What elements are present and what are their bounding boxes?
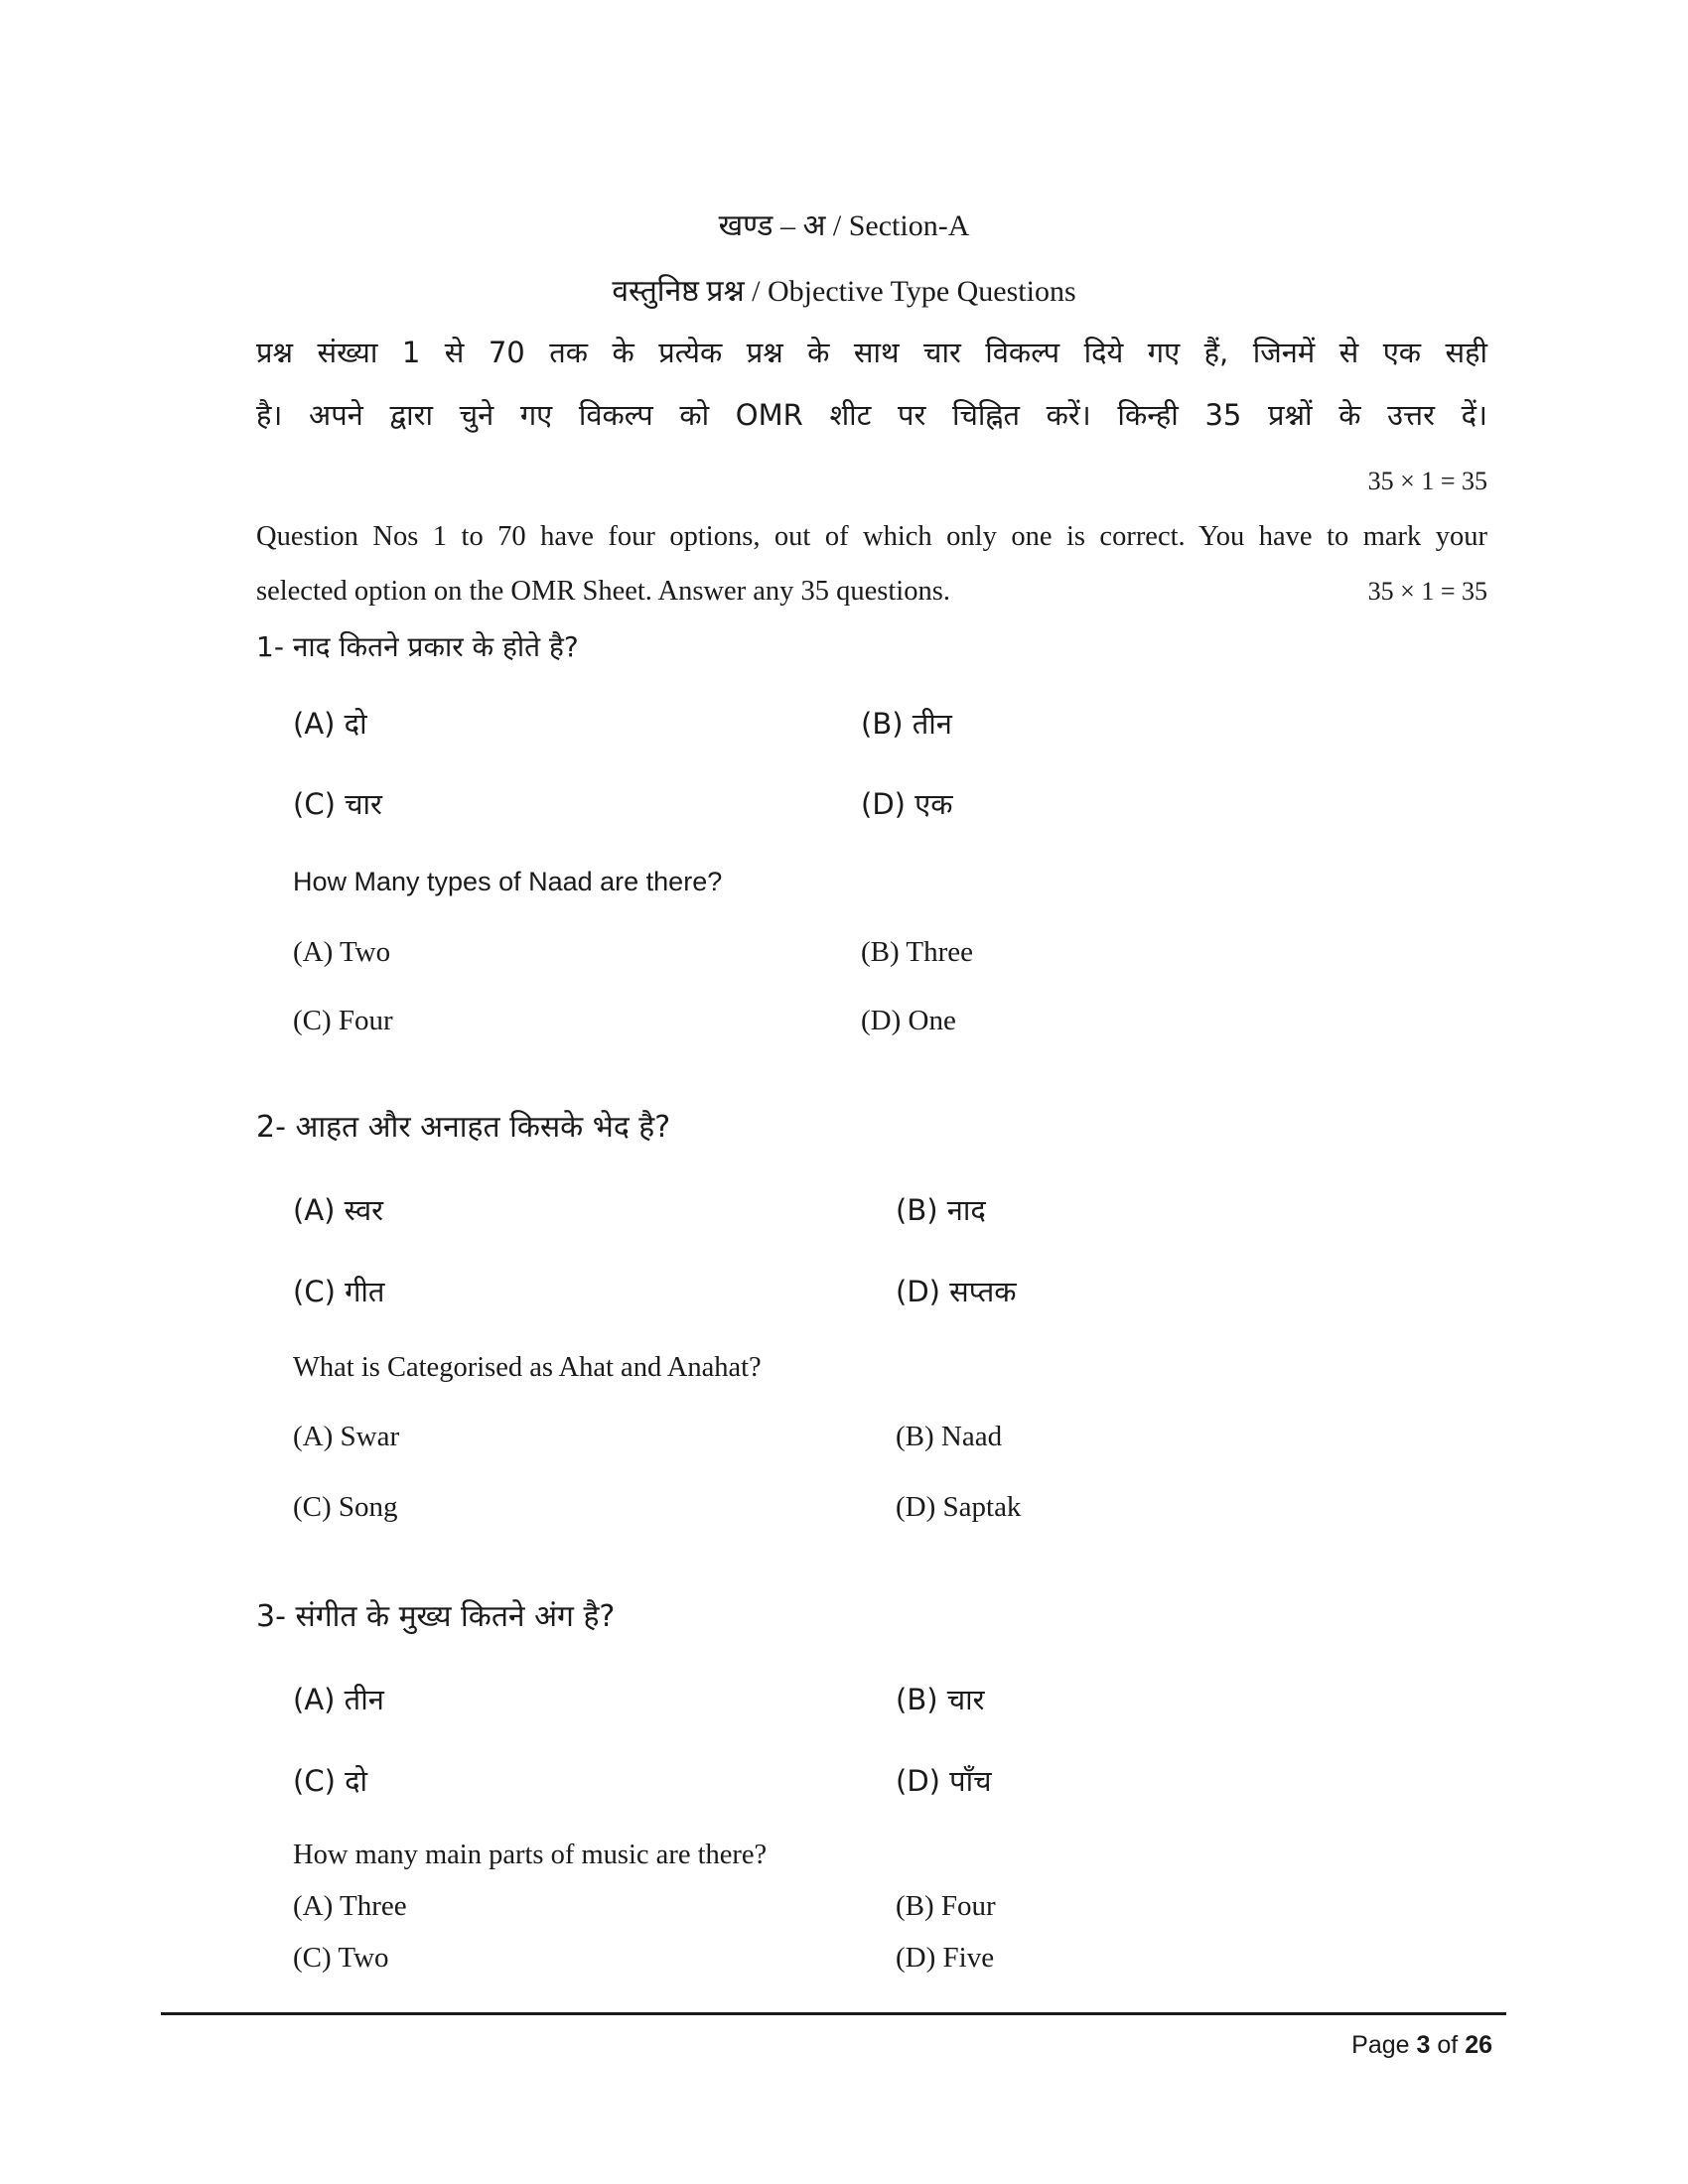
- instruction-hindi-line-1: प्रश्न संख्या 1 से 70 तक के प्रत्येक प्रश्न के साथ चार विकल्प दिये गए हैं, जिनमें से एक सही: [256, 336, 1487, 369]
- page-total: 26: [1465, 2031, 1492, 2059]
- q1-hindi-option-b: (B) तीन: [861, 707, 952, 741]
- instruction-english-line-2: selected option on the OMR Sheet. Answer any 35 questions.: [256, 576, 950, 607]
- q1-hindi-option-c: (C) चार: [293, 787, 382, 821]
- q1-english-option-b: (B) Three: [861, 936, 973, 968]
- section-heading: खण्ड – अ / Section-A: [718, 209, 970, 242]
- instruction-english-line-1: Question Nos 1 to 70 have four options, out of which only one is correct. You have to mark your: [256, 521, 1487, 552]
- q2-english-option-c: (C) Song: [293, 1491, 398, 1523]
- question-3-hindi: 3- संगीत के मुख्य कितने अंग है?: [256, 1599, 616, 1634]
- q1-hindi-option-a: (A) दो: [293, 707, 367, 741]
- of-word: of: [1437, 2031, 1459, 2059]
- page-number: 3: [1416, 2031, 1431, 2059]
- q3-hindi-option-b: (B) चार: [896, 1683, 985, 1716]
- section-subtitle: वस्तुनिष्ठ प्रश्न / Objective Type Questions: [612, 275, 1076, 308]
- q1-english-option-d: (D) One: [861, 1005, 956, 1036]
- q3-hindi-option-c: (C) दो: [293, 1764, 368, 1798]
- q3-english-option-c: (C) Two: [293, 1942, 389, 1974]
- q3-hindi-option-d: (D) पाँच: [896, 1764, 992, 1798]
- q2-hindi-option-d: (D) सप्तक: [896, 1275, 1017, 1308]
- q2-english-option-a: (A) Swar: [293, 1421, 400, 1452]
- q2-hindi-option-b: (B) नाद: [896, 1193, 986, 1227]
- question-1-english: How Many types of Naad are there?: [293, 867, 723, 896]
- q2-english-option-b: (B) Naad: [896, 1421, 1003, 1452]
- marks-english: 35 × 1 = 35: [1367, 577, 1487, 606]
- q3-english-option-b: (B) Four: [896, 1890, 996, 1922]
- page-word: Page: [1351, 2031, 1410, 2059]
- q2-english-option-d: (D) Saptak: [896, 1491, 1022, 1523]
- q1-english-option-c: (C) Four: [293, 1005, 393, 1036]
- instruction-hindi-line-2: है। अपने द्वारा चुने गए विकल्प को OMR शीट पर चिह्नित करें। किन्ही 35 प्रश्नों के उत्तर दें।: [256, 398, 1487, 432]
- q3-hindi-option-a: (A) तीन: [293, 1683, 384, 1716]
- q1-english-option-a: (A) Two: [293, 936, 391, 968]
- question-1-hindi: 1- नाद कितने प्रकार के होते है?: [256, 630, 579, 663]
- footer-divider: [161, 2012, 1506, 2015]
- question-3-english: How many main parts of music are there?: [293, 1840, 768, 1870]
- page-number-footer: [1351, 2031, 1492, 2060]
- q3-english-option-d: (D) Five: [896, 1942, 995, 1974]
- question-2-hindi: 2- आहत और अनाहत किसके भेद है?: [256, 1110, 671, 1145]
- q3-english-option-a: (A) Three: [293, 1890, 407, 1922]
- q2-hindi-option-c: (C) गीत: [293, 1275, 385, 1308]
- q2-hindi-option-a: (A) स्वर: [293, 1193, 383, 1227]
- marks-hindi: 35 × 1 = 35: [1367, 467, 1487, 495]
- question-2-english: What is Categorised as Ahat and Anahat?: [293, 1352, 762, 1383]
- q1-hindi-option-d: (D) एक: [861, 787, 953, 821]
